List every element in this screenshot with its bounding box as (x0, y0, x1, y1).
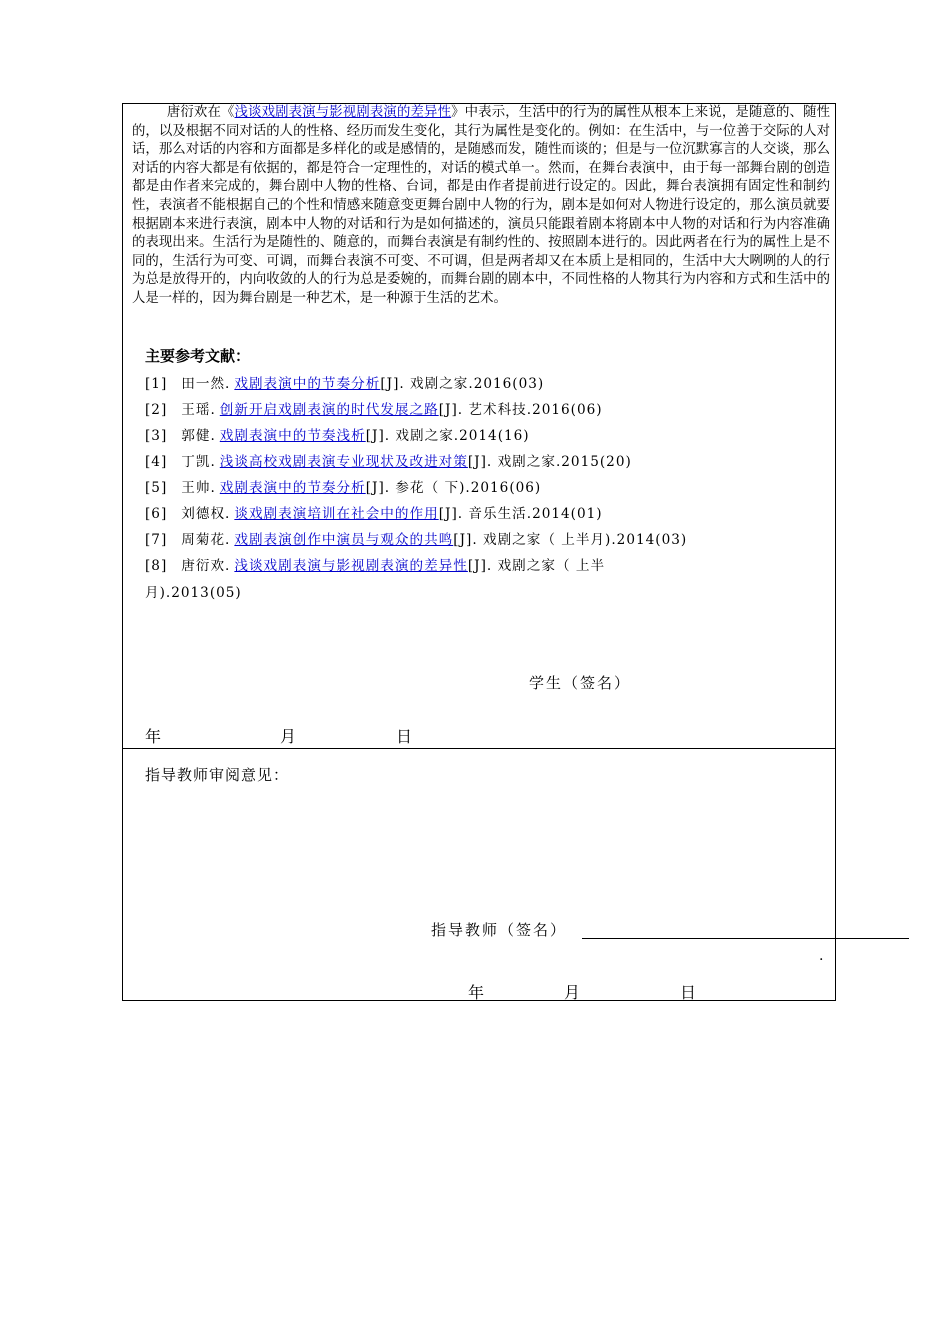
body-paragraph (132, 104, 830, 309)
reference-item (145, 475, 835, 501)
reference-source: [J]. 参花（ 下).2016(06) (365, 480, 542, 496)
reference-source: [J]. 戏剧之家.2014(16) (365, 428, 530, 444)
trailing-dot: . (819, 948, 824, 964)
date-day-label: 日 (396, 727, 413, 746)
reference-item (145, 397, 835, 423)
reference-author: 王帅. (181, 480, 216, 496)
reference-number: [4] (145, 454, 168, 470)
advisor-date-month-label: 月 (564, 983, 581, 1002)
reference-item (145, 371, 835, 397)
reference-source: [J]. 音乐生活.2014(01) (438, 506, 603, 522)
reference-item (145, 501, 835, 527)
reference-author: 王瑶. (181, 402, 216, 418)
reference-item (145, 527, 835, 553)
date-month-label: 月 (280, 727, 297, 746)
reference-item (145, 423, 835, 449)
reference-number: [2] (145, 402, 168, 418)
literature-review-cell (123, 104, 835, 749)
reference-link[interactable]: 戏剧表演创作中演员与观众的共鸣 (234, 532, 454, 548)
reference-number: [8] (145, 558, 168, 574)
references-heading: 主要参考文献： (145, 347, 251, 365)
reference-number: [6] (145, 506, 168, 522)
reference-author: 郭健. (181, 428, 216, 444)
paragraph-rest: 》中表示，生活中的行为的属性从根本上来说，是随意的、随性的，以及根据不同对话的人的性格、经历而发生变化，其行为属性是变化的。例如：在生活中，与一位善于交际的人对话，那么对话的内容和方面都是多样化的或是感情的，是随感而发，随性而谈的；但是与一位沉默寡言的人交谈，那么对话的内容大都是有依据的，都是符合一定理性的，对话的模式单一。然而，在舞台表演中，由于每一部舞台剧的创造都是由作者来完成的，舞台剧中人物的性格、台词，都是由作者提前进行设定的。因此，舞台表演拥有固定性和制约性，表演者不能根据自己的个性和情感来随意变更舞台剧中人物的行为，剧本是如何对人物进行设定的，那么演员就要根据剧本来进行表演，剧本中人物的对话和行为是如何描述的，演员只能跟着剧本将剧本中人物的对话和行为内容准确的表现出来。生活行为是随性的、随意的，而舞台表演是有制约性的、按照剧本进行的。因此两者在行为的属性上是不同的，生活行为可变、可调，而舞台表演不可变、不可调，但是两者却又在本质上是相同的，生活中大大咧咧的人的行为总是放得开的，内向收敛的人的行为总是委婉的，而舞台剧的剧本中，不同性格的人物其行为内容和方式和生活中的人是一样的，因为舞台剧是一种艺术，是一种源于生活的艺术。 (132, 105, 830, 306)
reference-source: [J]. 艺术科技.2016(06) (438, 402, 603, 418)
reference-link[interactable]: 浅谈高校戏剧表演专业现状及改进对策 (219, 454, 468, 470)
form-table (122, 103, 836, 1001)
reference-author: 丁凯. (181, 454, 216, 470)
reference-link[interactable]: 创新开启戏剧表演的时代发展之路 (219, 402, 439, 418)
reference-author: 刘德权. (181, 506, 231, 522)
reference-link[interactable]: 谈戏剧表演培训在社会中的作用 (234, 506, 439, 522)
date-year-label: 年 (145, 727, 162, 746)
advisor-signature-label: 指导教师（签名） (431, 921, 568, 939)
reference-link[interactable]: 戏剧表演中的节奏分析 (234, 376, 381, 392)
signature-line[interactable] (582, 938, 909, 939)
reference-source: [J]. 戏剧之家（ 上半月).2014(03) (453, 532, 688, 548)
reference-source: [J]. 戏剧之家.2015(20) (467, 454, 632, 470)
reference-item-continuation: 月).2013(05) (145, 585, 242, 601)
advisor-date-day-label: 日 (680, 983, 697, 1002)
paragraph-link[interactable]: 浅谈戏剧表演与影视剧表演的差异性 (234, 105, 452, 120)
reference-link[interactable]: 浅谈戏剧表演与影视剧表演的差异性 (234, 558, 468, 574)
reference-source: [J]. 戏剧之家.2016(03) (380, 376, 545, 392)
advisor-review-cell (123, 748, 835, 1000)
reference-item (145, 449, 835, 475)
reference-number: [1] (145, 376, 168, 392)
advisor-date-year-label: 年 (468, 983, 485, 1002)
reference-link[interactable]: 戏剧表演中的节奏浅析 (219, 428, 366, 444)
reference-author: 田一然. (181, 376, 231, 392)
reference-number: [5] (145, 480, 168, 496)
reference-link[interactable]: 戏剧表演中的节奏分析 (219, 480, 366, 496)
paragraph-intro: 唐衍欢在《 (166, 105, 235, 120)
reference-source: [J]. 戏剧之家（ 上半 (467, 558, 606, 574)
student-signature-label: 学生（签名） (529, 674, 632, 692)
reference-number: [7] (145, 532, 168, 548)
reference-number: [3] (145, 428, 168, 444)
reference-item (145, 553, 835, 579)
reference-author: 唐衍欢. (181, 558, 231, 574)
advisor-review-label: 指导教师审阅意见： (145, 766, 290, 784)
reference-author: 周菊花. (181, 532, 231, 548)
